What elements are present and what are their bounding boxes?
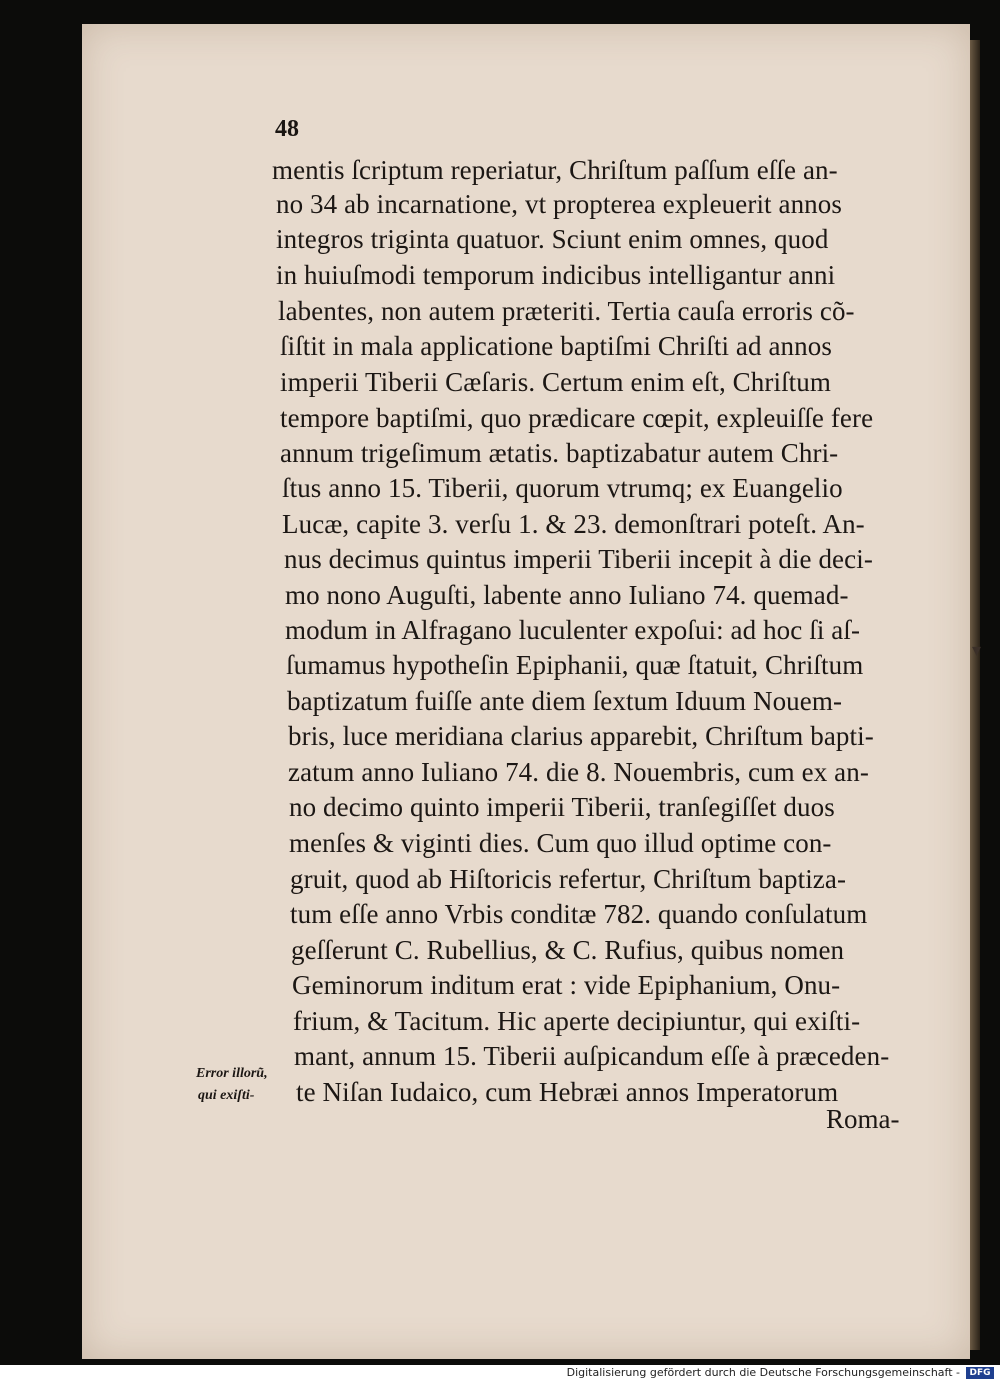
text-line: mo nono Auguſti, labente anno Iuliano 74. quemad-: [285, 580, 849, 610]
text-line: tempore baptiſmi, quo prædicare cœpit, expleuiſſe fere: [280, 403, 874, 433]
text-line: bris, luce meridiana clarius apparebit, Chriſtum bapti-: [288, 721, 874, 751]
dfg-logo: DFG: [966, 1367, 994, 1379]
text-line: tum eſſe anno Vrbis conditæ 782. quando conſulatum: [290, 899, 868, 929]
text-line: geſſerunt C. Rubellius, & C. Rufius, quibus nomen: [291, 935, 845, 965]
text-line: mant, annum 15. Tiberii auſpicandum eſſe à præceden-: [294, 1041, 890, 1071]
page-number: 48: [275, 116, 299, 142]
text-line: annum trigeſimum ætatis. baptizabatur autem Chri-: [280, 438, 839, 468]
funding-notice: Digitalisierung gefördert durch die Deutsche Forschungsgemeinschaft -: [566, 1366, 960, 1379]
catchword: Roma-: [826, 1104, 900, 1134]
text-line: baptizatum fuiſſe ante diem ſextum Iduum Nouem-: [287, 686, 843, 716]
text-line: ſumamus hypotheſin Epiphanii, quæ ſtatuit, Chriſtum: [286, 650, 864, 680]
marginal-note-line: Error illorũ,: [196, 1066, 268, 1081]
text-line: imperii Tiberii Cæſaris. Certum enim eſt, Chriſtum: [280, 367, 831, 397]
text-line: no 34 ab incarnatione, vt propterea expleuerit annos: [276, 189, 842, 219]
marginal-note-line: qui exiſti-: [198, 1088, 255, 1103]
text-line: no decimo quinto imperii Tiberii, tranſegiſſet duos: [289, 792, 835, 822]
text-line: Geminorum inditum erat : vide Epiphanium, Onu-: [292, 970, 841, 1000]
text-line: nus decimus quintus imperii Tiberii incepit à die deci-: [284, 544, 873, 574]
text-line: mentis ſcriptum reperiatur, Chriſtum paſſum eſſe an-: [272, 155, 838, 185]
text-line: gruit, quod ab Hiſtoricis refertur, Chriſtum baptiza-: [290, 864, 847, 894]
text-line: menſes & viginti dies. Cum quo illud optime con-: [289, 828, 832, 858]
ink-mark: ▾: [972, 640, 982, 660]
page-edge: [970, 40, 980, 1350]
text-line: frium, & Tacitum. Hic aperte decipiuntur, qui exiſti-: [293, 1006, 861, 1036]
text-line: zatum anno Iuliano 74. die 8. Nouembris, cum ex an-: [288, 757, 869, 787]
text-line: modum in Alfragano luculenter expoſui: ad hoc ſi aſ-: [285, 615, 861, 645]
text-line: te Niſan Iudaico, cum Hebræi annos Imperatorum: [296, 1077, 839, 1107]
text-line: ſtus anno 15. Tiberii, quorum vtrumq; ex Euangelio: [282, 473, 843, 503]
text-line: integros triginta quatuor. Sciunt enim omnes, quod: [276, 224, 829, 254]
text-line: labentes, non autem præteriti. Tertia cauſa erroris cõ-: [278, 296, 855, 326]
footer-bar: [0, 1365, 1000, 1383]
text-line: in huiuſmodi temporum indicibus intelligantur anni: [276, 260, 836, 290]
text-line: ſiſtit in mala applicatione baptiſmi Chriſti ad annos: [280, 331, 832, 361]
text-line: Lucæ, capite 3. verſu 1. & 23. demonſtrari poteſt. An-: [282, 509, 865, 539]
